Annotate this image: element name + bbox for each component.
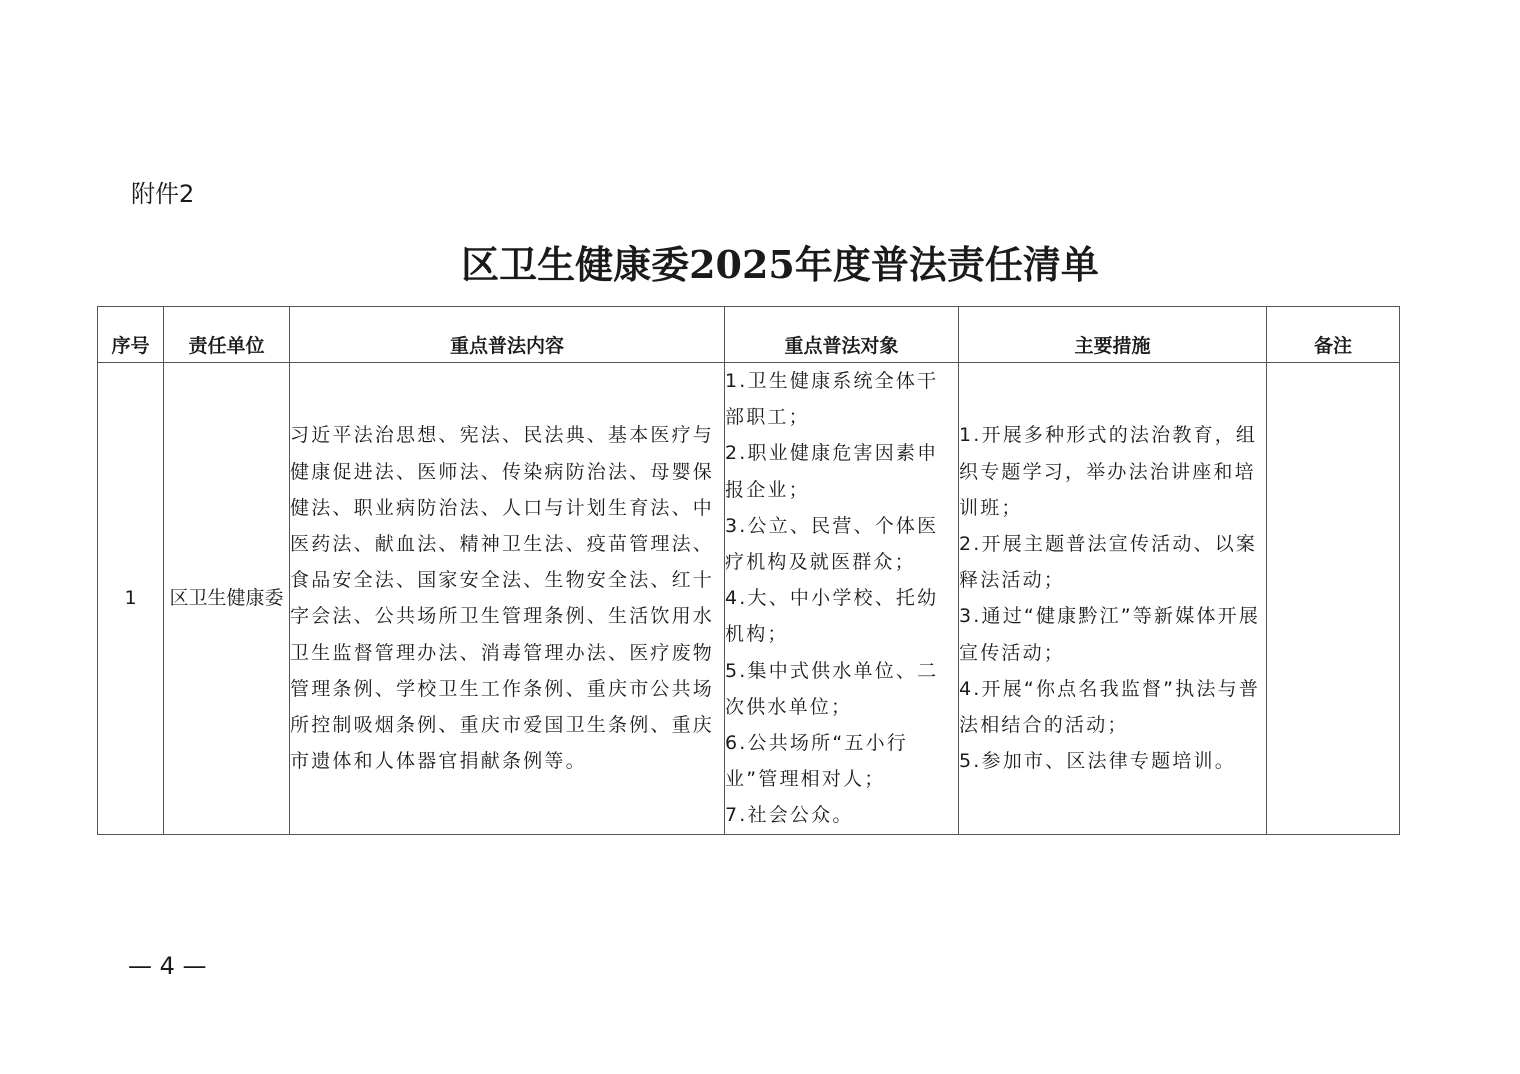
measure-item: 4.开展“你点名我监督”执法与普法相结合的活动； bbox=[959, 677, 1261, 736]
column-header-targets: 重点普法对象 bbox=[725, 307, 959, 363]
cell-measures bbox=[959, 363, 1267, 835]
target-item: 2.职业健康危害因素申报企业； bbox=[725, 442, 939, 501]
target-item: 1.卫生健康系统全体干部职工； bbox=[725, 370, 939, 429]
target-item: 7.社会公众。 bbox=[725, 804, 854, 827]
document-title: 区卫生健康委2025年度普法责任清单 bbox=[461, 242, 1099, 287]
target-item: 6.公共场所“五小行业”管理相对人； bbox=[725, 732, 908, 791]
column-header-content: 重点普法内容 bbox=[290, 307, 725, 363]
table-row bbox=[98, 363, 1400, 835]
cell-seq: 1 bbox=[98, 363, 164, 835]
responsibility-table bbox=[97, 306, 1400, 835]
column-header-unit: 责任单位 bbox=[164, 307, 290, 363]
measure-item: 3.通过“健康黔江”等新媒体开展宣传活动； bbox=[959, 605, 1261, 664]
column-header-seq: 序号 bbox=[98, 307, 164, 363]
attachment-label: 附件2 bbox=[131, 180, 195, 208]
measure-item: 1.开展多种形式的法治教育，组织专题学习，举办法治讲座和培训班； bbox=[959, 424, 1258, 519]
table-header-row bbox=[98, 307, 1400, 363]
cell-unit: 区卫生健康委 bbox=[164, 363, 290, 835]
target-item: 3.公立、民营、个体医疗机构及就医群众； bbox=[725, 514, 939, 574]
target-item: 4.大、中小学校、托幼机构； bbox=[725, 587, 939, 646]
measure-item: 2.开展主题普法宣传活动、以案释法活动； bbox=[959, 532, 1258, 592]
cell-content: 习近平法治思想、宪法、民法典、基本医疗与健康促进法、医师法、传染病防治法、母婴保健法、职业病防治法、人口与计划生育法、中医药法、献血法、精神卫生法、疫苗管理法、食品安全法、国家安全法、生物安全法、红十字会法、公共场所卫生管理条例、生活饮用水卫生监督管理办法、消毒管理办法、医疗废物管理条例、学校卫生工作条例、重庆市公共场所控制吸烟条例、重庆市爱国卫生条例、重庆市遗体和人体器官捐献条例等。 bbox=[290, 363, 725, 835]
target-item: 5.集中式供水单位、二次供水单位； bbox=[725, 659, 939, 718]
cell-remarks bbox=[1267, 363, 1400, 835]
column-header-measures: 主要措施 bbox=[959, 307, 1267, 363]
measure-item: 5.参加市、区法律专题培训。 bbox=[959, 750, 1236, 773]
column-header-remarks: 备注 bbox=[1267, 307, 1400, 363]
cell-targets bbox=[725, 363, 959, 835]
page-number: — 4 — bbox=[128, 952, 207, 980]
